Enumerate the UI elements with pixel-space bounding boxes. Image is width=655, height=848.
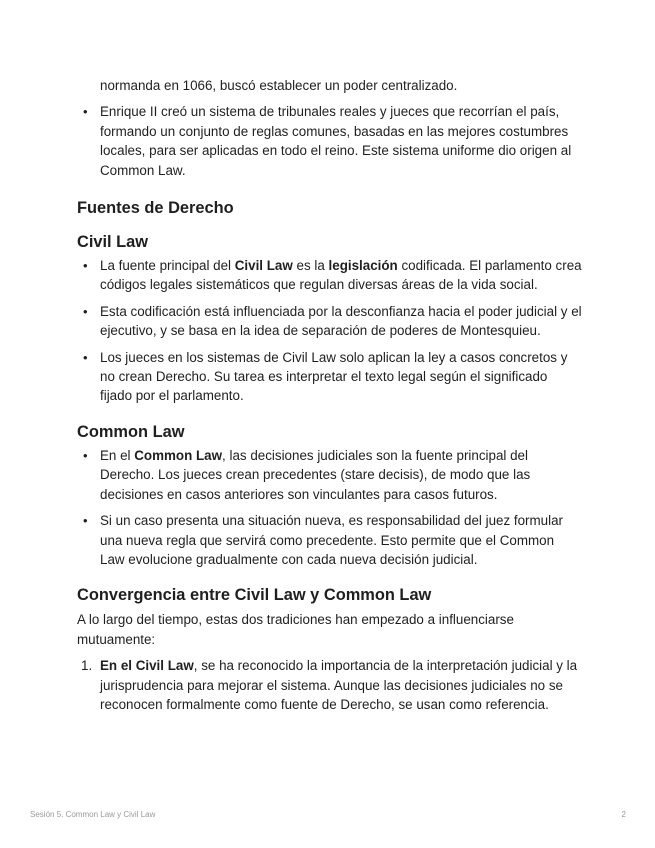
footer-text: Sesión 5. Common Law y Civil Law <box>30 810 156 819</box>
list-number: 1. <box>81 658 93 674</box>
text: , se ha reconocido la importancia de la interpretación judicial y la jurisprudencia para mejorar el sistema. Aunque las decisiones judiciales no se reconocen formalmente como fuente de Derecho, se usan como referencia. <box>100 658 578 712</box>
bold-term: legislación <box>328 258 398 274</box>
bold-term: En el Civil Law <box>100 658 194 674</box>
list-item <box>77 446 582 504</box>
continued-paragraph: normanda en 1066, buscó establecer un poder centralizado. <box>100 78 458 93</box>
intro-list <box>77 102 582 180</box>
text: codificada. El parlamento crea códigos legales sistemáticos que regulan diversas áreas de la vida social. <box>100 258 582 293</box>
section-heading-convergencia: Convergencia entre Civil Law y Common Law <box>77 586 432 605</box>
text: es la <box>292 258 329 274</box>
text: La fuente principal del <box>100 258 235 274</box>
bold-term: Civil Law <box>234 258 293 274</box>
page-number: 2 <box>621 810 626 819</box>
list-item: • Si un caso presenta una situación nueva, es responsabilidad del juez formular una nueva regla que servirá como precedente. Esto permite que el Common Law evolucione gradualmente con cada nueva decisión judicial. <box>77 511 582 569</box>
list-item: • Los jueces en los sistemas de Civil Law solo aplican la ley a casos concretos y no crean Derecho. Su tarea es interpretar el texto legal según el significado fijado por el parlamento. <box>77 348 582 406</box>
paragraph: A lo largo del tiempo, estas dos tradiciones han empezado a influenciarse mutuamente: <box>77 612 514 647</box>
bold-term: Common Law <box>134 447 223 463</box>
section-heading-civil-law: Civil Law <box>77 233 149 252</box>
civil-law-list <box>77 256 582 406</box>
convergencia-list <box>77 656 582 714</box>
list-item <box>77 256 582 295</box>
list-item: • Esta codificación está influenciada por la desconfianza hacia el poder judicial y el ejecutivo, y se basa en la idea de separación de poderes de Montesquieu. <box>77 302 582 341</box>
document-body <box>77 76 582 714</box>
text: , las decisiones judiciales son la fuente principal del Derecho. Los jueces crean precedentes (stare decisis), de modo que las decisiones en casos anteriores son vinculantes para casos futuros. <box>100 447 531 502</box>
common-law-list <box>77 446 582 569</box>
list-item <box>77 656 582 714</box>
section-heading-fuentes: Fuentes de Derecho <box>77 199 234 218</box>
text: En el <box>100 447 135 463</box>
list-item: • Enrique II creó un sistema de tribunales reales y jueces que recorrían el país, formando un conjunto de reglas comunes, basadas en las mejores costumbres locales, para ser aplicadas en todo el reino. Este sistema uniforme dio origen al Common Law. <box>77 102 582 180</box>
section-heading-common-law: Common Law <box>77 422 185 441</box>
